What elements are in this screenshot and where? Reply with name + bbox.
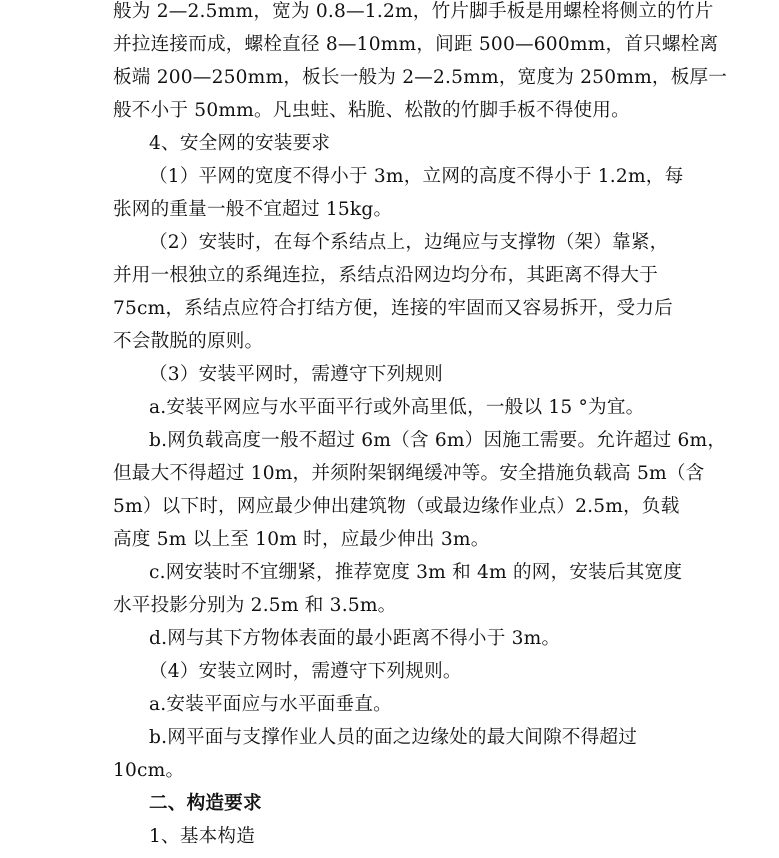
paragraph-line: a.安装平面应与水平面垂直。 — [149, 694, 392, 715]
paragraph-line: 水平投影分别为 2.5m 和 3.5m。 — [113, 595, 397, 616]
paragraph-line: 张网的重量一般不宜超过 15kg。 — [113, 199, 393, 220]
paragraph-line: 般为 2—2.5mm，宽为 0.8—1.2m，竹片脚手板是用螺栓将侧立的竹片 — [113, 1, 714, 22]
paragraph-line: a.安装平网应与水平面平行或外高里低，一般以 15 °为宜。 — [149, 397, 645, 418]
subsection-heading: 1、基本构造 — [149, 826, 255, 847]
paragraph-line: 并用一根独立的系绳连拉，系结点沿网边均分布，其距离不得大于 — [113, 265, 659, 286]
paragraph-line: （1）平网的宽度不得小于 3m，立网的高度不得小于 1.2m，每 — [149, 166, 684, 187]
paragraph-line: 10cm。 — [113, 760, 185, 781]
paragraph-line: （2）安装时，在每个系结点上，边绳应与支撑物（架）靠紧， — [149, 232, 669, 253]
paragraph-line: c.网安装时不宜绷紧，推荐宽度 3m 和 4m 的网，安装后其宽度 — [149, 562, 683, 583]
paragraph-line: 般不小于 50mm。凡虫蛀、粘脆、松散的竹脚手板不得使用。 — [113, 100, 630, 121]
paragraph-line: 但最大不得超过 10m，并须附架钢绳缓冲等。安全措施负载高 5m（含 — [113, 463, 705, 484]
paragraph-line: b.网负载高度一般不超过 6m（含 6m）因施工需要。允许超过 6m， — [149, 430, 727, 451]
section-title: 二、构造要求 — [149, 793, 262, 814]
paragraph-line: 5m）以下时，网应最少伸出建筑物（或最边缘作业点）2.5m，负载 — [113, 496, 680, 517]
paragraph-line: d.网与其下方物体表面的最小距离不得小于 3m。 — [149, 628, 561, 649]
paragraph-line: 板端 200—250mm，板长一般为 2—2.5mm，宽度为 250mm，板厚一 — [113, 67, 728, 88]
section-heading: 4、安全网的安装要求 — [149, 133, 331, 154]
paragraph-line: 75cm，系结点应符合打结方便，连接的牢固而又容易拆开，受力后 — [113, 298, 673, 319]
paragraph-line: b.网平面与支撑作业人员的面之边缘处的最大间隙不得超过 — [149, 727, 638, 748]
paragraph-line: 高度 5m 以上至 10m 时，应最少伸出 3m。 — [113, 529, 490, 550]
paragraph-line: 并拉连接而成，螺栓直径 8—10mm，间距 500—600mm，首只螺栓离 — [113, 34, 719, 55]
paragraph-line: （4）安装立网时，需遵守下列规则。 — [149, 661, 462, 682]
paragraph-line: （3）安装平网时，需遵守下列规则 — [149, 364, 443, 385]
paragraph-line: 不会散脱的原则。 — [113, 331, 264, 352]
